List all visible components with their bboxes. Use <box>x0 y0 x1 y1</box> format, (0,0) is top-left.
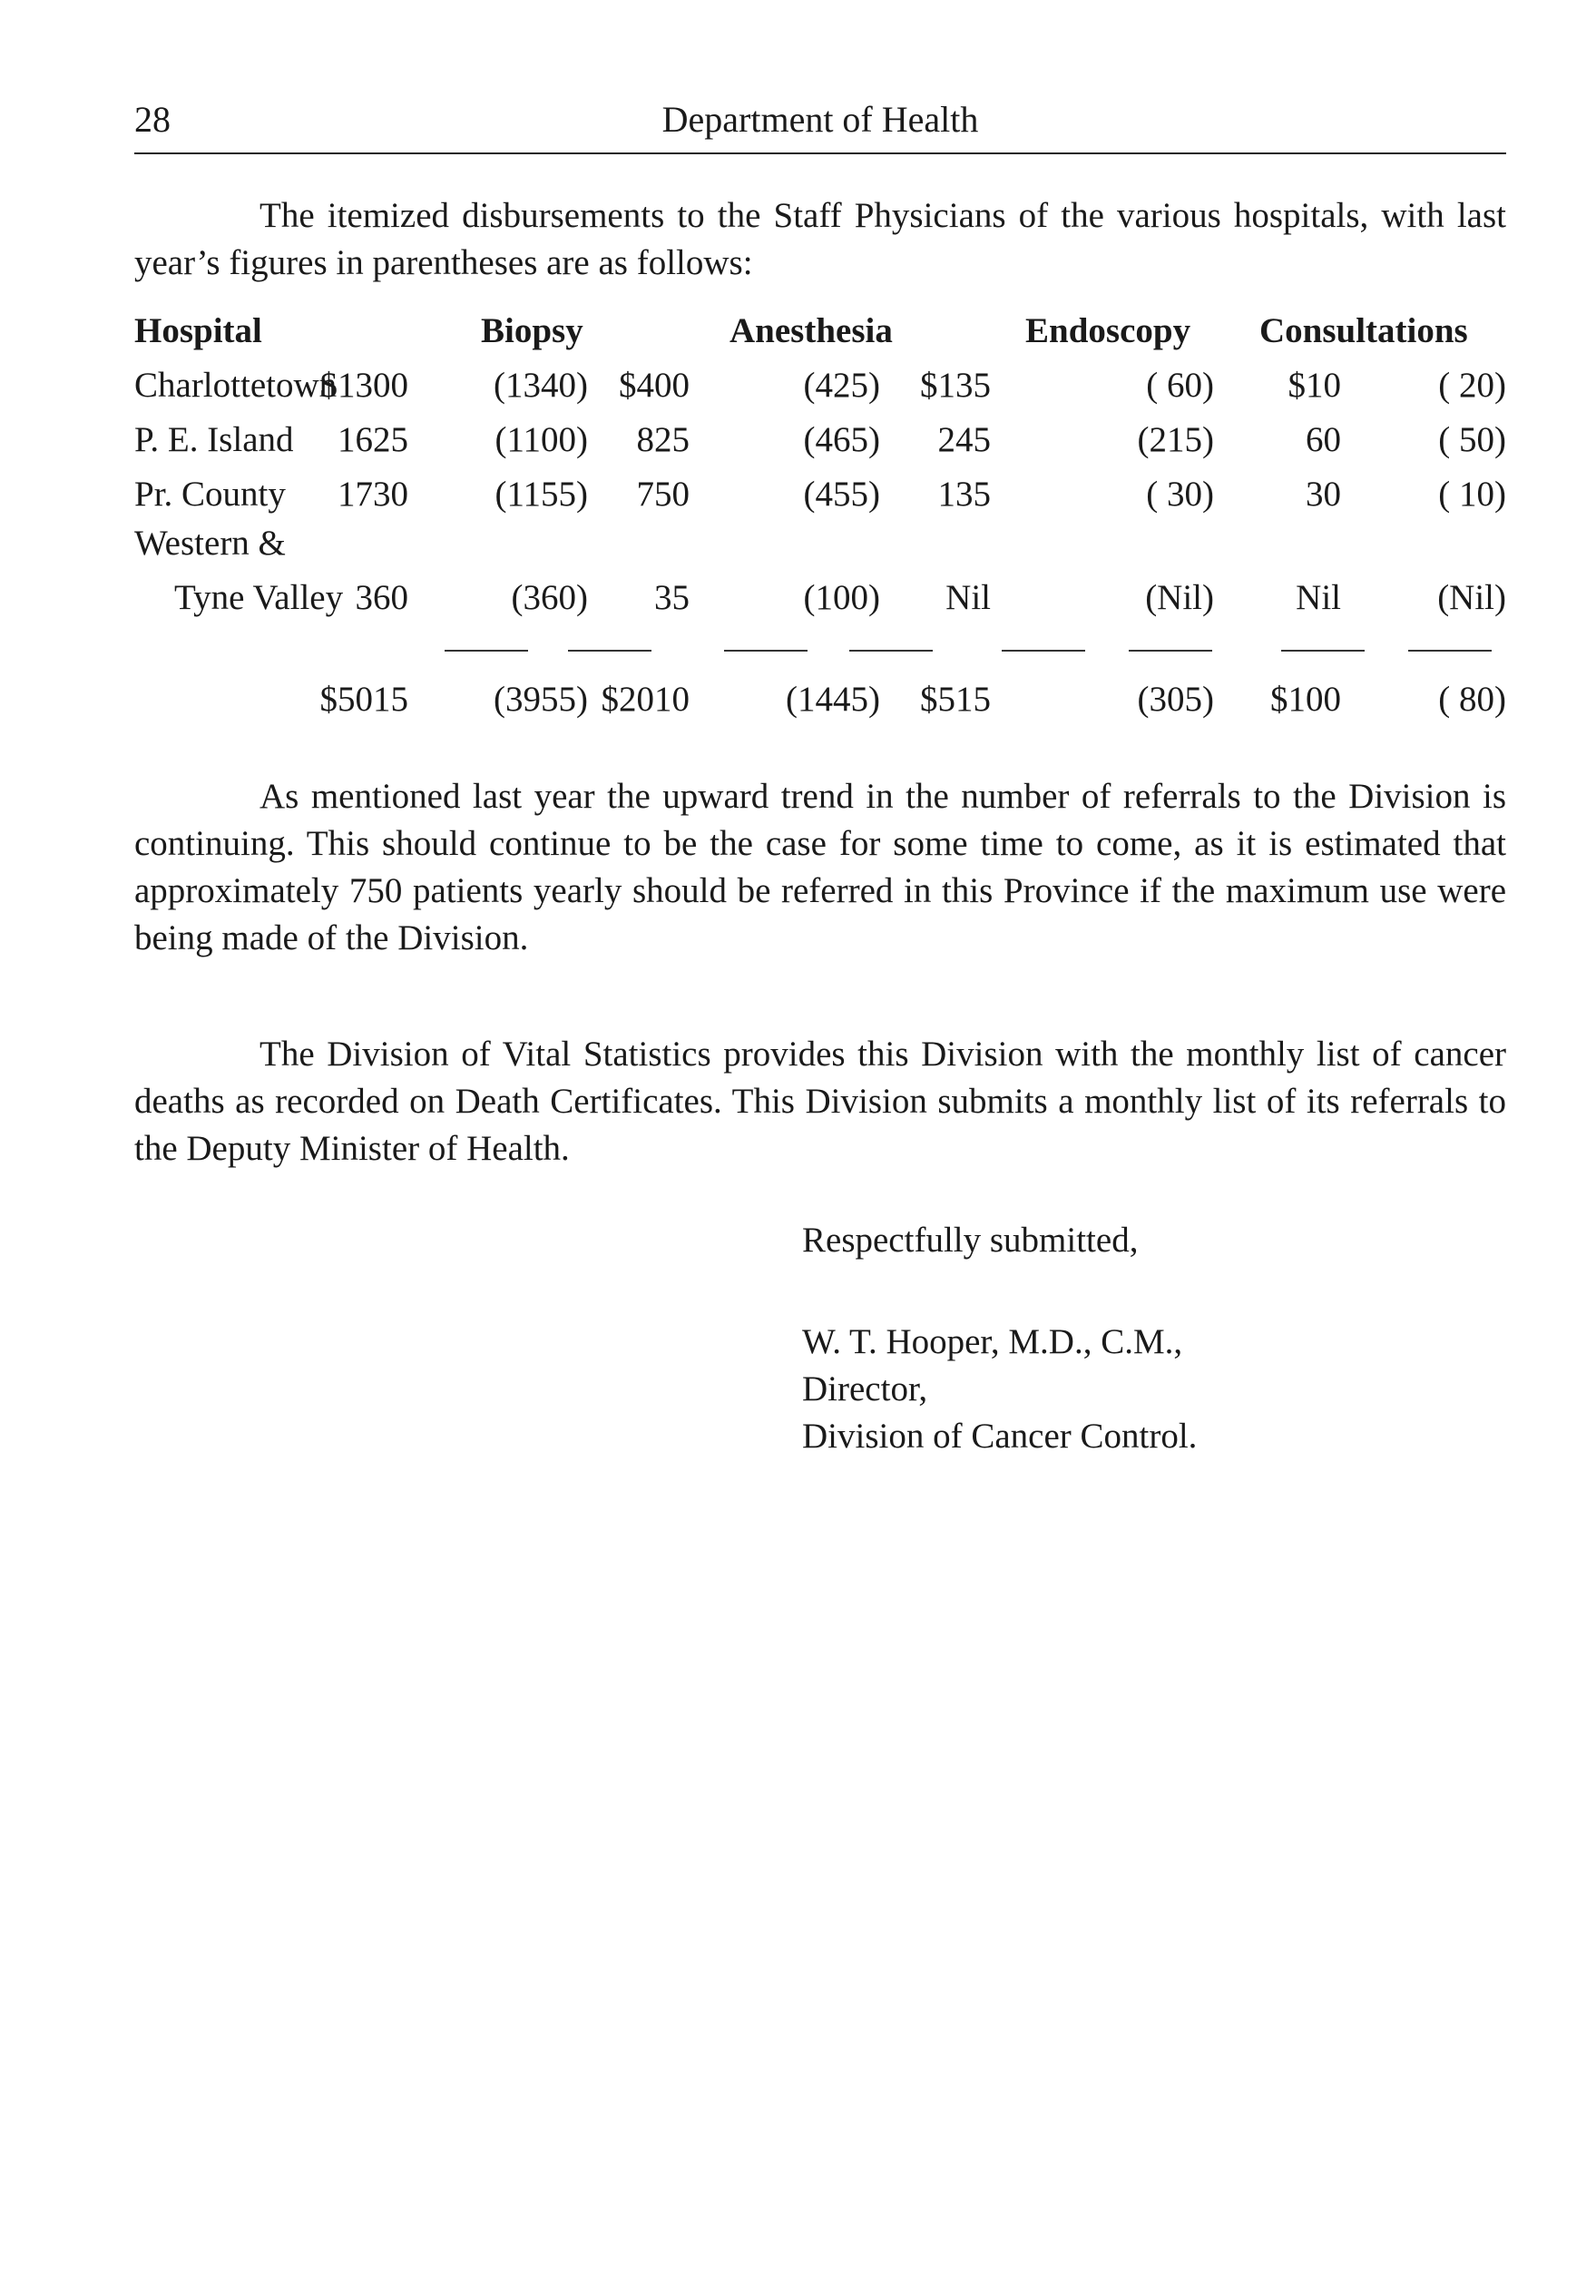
vital-statistics-text: The Division of Vital Statistics provides this Division with the monthly list of cancer deaths as recorded on Death Certificates. This Division submits a monthly list of its referrals to the Deputy Minister of Health. <box>134 1035 1506 1168</box>
anesthesia-total: $2010 <box>601 680 690 719</box>
biopsy-value: 360 <box>355 578 408 617</box>
biopsy-prev-value: (360) <box>511 578 588 617</box>
consultations-prev-value: (Nil) <box>1437 578 1506 617</box>
signatory-title: Director, <box>802 1369 928 1408</box>
endoscopy-prev-value: ( 30) <box>1146 475 1214 514</box>
biopsy-prev-value: (1100) <box>494 420 588 459</box>
biopsy-value: 1625 <box>338 420 408 459</box>
endoscopy-total: $515 <box>920 680 991 719</box>
anesthesia-value: 825 <box>636 420 690 459</box>
closing-line: Respectfully submitted, <box>802 1221 1139 1260</box>
consultations-prev-value: ( 20) <box>1438 366 1506 405</box>
signatory-name: W. T. Hooper, M.D., C.M., <box>802 1322 1183 1361</box>
anesthesia-value: $400 <box>619 366 690 405</box>
intro-text: The itemized disbursements to the Staff Physicians of the various hospitals, with last year’s figures in parentheses are as follows: <box>134 196 1506 282</box>
endoscopy-prev-value: ( 60) <box>1146 366 1214 405</box>
col-header-hospital: Hospital <box>134 311 262 350</box>
consultations-total: $100 <box>1270 680 1341 719</box>
consultations-value: 30 <box>1306 475 1341 514</box>
anesthesia-prev-value: (465) <box>803 420 880 459</box>
anesthesia-prev-value: (425) <box>803 366 880 405</box>
hospital-name: P. E. Island <box>134 420 294 459</box>
sum-rule <box>724 650 808 652</box>
sum-rule <box>1408 650 1492 652</box>
consultations-value: Nil <box>1296 578 1341 617</box>
endoscopy-value: 135 <box>937 475 991 514</box>
endoscopy-value: $135 <box>920 366 991 405</box>
sum-rule <box>1129 650 1212 652</box>
biopsy-prev-value: (1155) <box>494 475 588 514</box>
anesthesia-prev-value: (455) <box>803 475 880 514</box>
sum-rule <box>849 650 933 652</box>
biopsy-value: 1730 <box>338 475 408 514</box>
page-number: 28 <box>134 99 171 140</box>
intro-paragraph <box>134 192 1506 287</box>
col-header-biopsy: Biopsy <box>481 311 583 350</box>
consultations-prev-total: ( 80) <box>1438 680 1506 719</box>
signatory-division: Division of Cancer Control. <box>802 1417 1198 1456</box>
hospital-name-line1: Western & <box>134 524 286 563</box>
consultations-value: 60 <box>1306 420 1341 459</box>
referrals-paragraph <box>134 773 1506 962</box>
table-row <box>134 419 1506 466</box>
hospital-name: Pr. County <box>134 475 286 514</box>
referrals-text: As mentioned last year the upward trend in the number of referrals to the Division is continuing. This should continue to be the case for some time to come, as it is estimated that approximately 750 patients yearly should be referred in this Province if the maximum use were being made of the Division. <box>134 777 1506 957</box>
hospital-name: Charlottetown <box>134 366 338 405</box>
biopsy-value: $1300 <box>319 366 408 405</box>
table-row <box>134 577 1506 624</box>
col-header-anesthesia: Anesthesia <box>729 311 893 350</box>
anesthesia-prev-total: (1445) <box>786 680 880 719</box>
biopsy-prev-total: (3955) <box>494 680 588 719</box>
sum-rule <box>568 650 651 652</box>
col-header-consultations: Consultations <box>1259 311 1468 350</box>
sum-rule <box>445 650 528 652</box>
endoscopy-value: Nil <box>945 578 991 617</box>
sum-rule <box>1002 650 1085 652</box>
running-title: Department of Health <box>661 99 979 140</box>
endoscopy-prev-value: (215) <box>1137 420 1214 459</box>
sum-rule <box>1281 650 1365 652</box>
biopsy-prev-value: (1340) <box>494 366 588 405</box>
table-row <box>134 474 1506 521</box>
consultations-value: $10 <box>1288 366 1341 405</box>
table-totals-row <box>134 679 1506 726</box>
col-header-endoscopy: Endoscopy <box>1025 311 1191 350</box>
hospital-name: Tyne Valley <box>174 578 344 617</box>
page-header <box>134 98 1506 154</box>
vital-statistics-paragraph <box>134 1031 1506 1173</box>
consultations-prev-value: ( 10) <box>1438 475 1506 514</box>
consultations-prev-value: ( 50) <box>1438 420 1506 459</box>
endoscopy-value: 245 <box>937 420 991 459</box>
anesthesia-value: 750 <box>636 475 690 514</box>
anesthesia-prev-value: (100) <box>803 578 880 617</box>
endoscopy-prev-value: (Nil) <box>1145 578 1214 617</box>
table-row-label-line <box>134 523 1506 570</box>
anesthesia-value: 35 <box>654 578 690 617</box>
table-header-row <box>134 310 1506 358</box>
endoscopy-prev-total: (305) <box>1137 680 1214 719</box>
table-row <box>134 365 1506 412</box>
biopsy-total: $5015 <box>319 680 408 719</box>
